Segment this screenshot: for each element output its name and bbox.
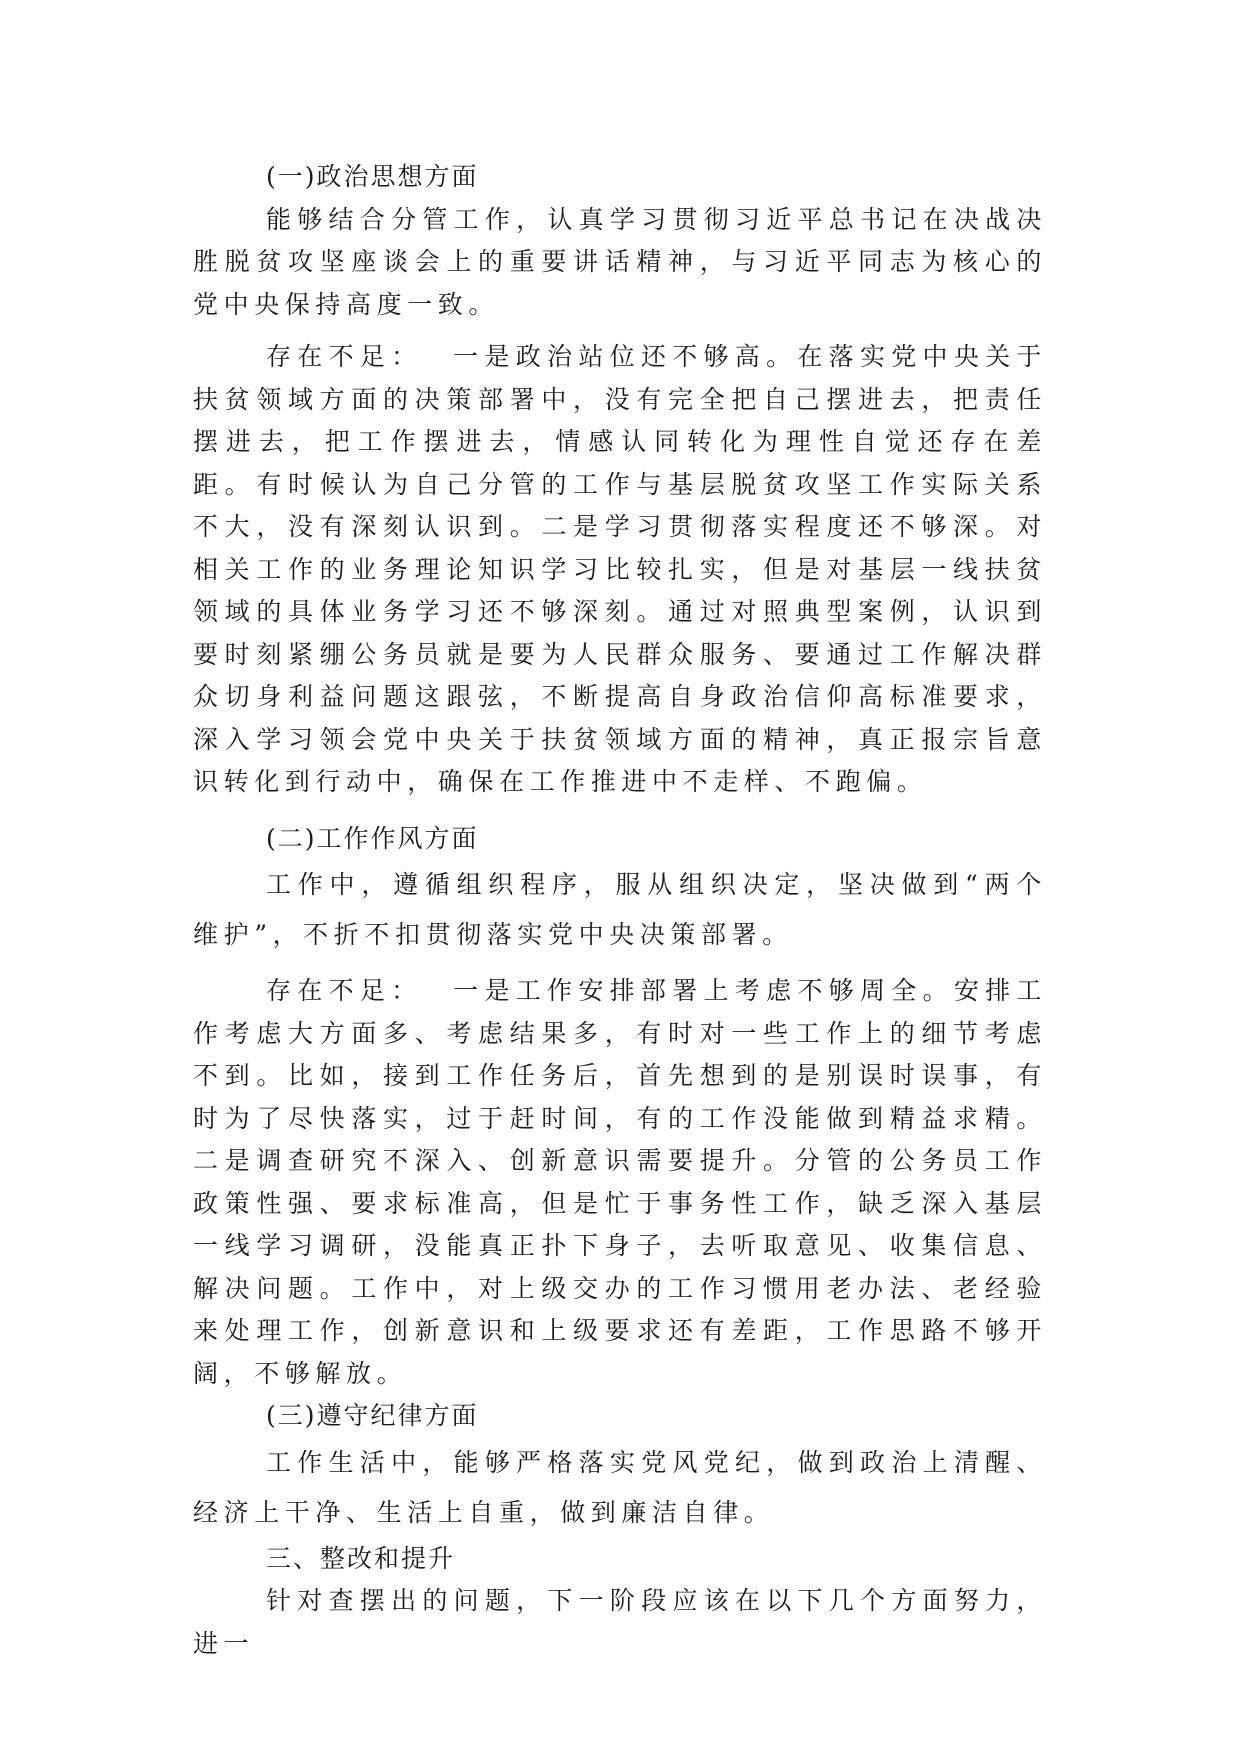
deficiency-text: 一是工作安排部署上考虑不够周全。安排工作考虑大方面多、考虑结果多，有时对一些工作上的细节考虑不到。比如，接到工作任务后，首先想到的是别误时误事，有时为了尽快落实，过于赶时间，有的工作没能做到精益求精。二是调查研究不深入、创新意识需要提升。分管的公务员工作政策性强、要求标准高，但是忙于事务性工作，缺乏深入基层一线学习调研，没能真正扑下身子，去听取意见、收集信息、解决问题。工作中，对上级交办的工作习惯用老办法、老经验来处理工作，创新意识和上级要求还有差距，工作思路不够开阔，不够解放。 [193, 976, 1047, 1388]
section-heading-political: (一)政治思想方面 [266, 162, 479, 191]
part-heading-rectification: 三、整改和提升 [266, 1543, 456, 1573]
paragraph-work-style-summary: 工作中，遵循组织程序，服从组织决定，坚决做到“两个维护”，不折不扣贯彻落实党中央决策部署。 [193, 870, 1047, 949]
paragraph-closing: 针对查摆出的问题，下一阶段应该在以下几个方面努力，进一 [193, 1586, 1047, 1658]
paragraph-work-style-deficiency [193, 970, 1047, 1395]
deficiency-text: 一是政治站位还不够高。在落实党中央关于扶贫领域方面的决策部署中，没有完全把自己摆进去，把责任摆进去，把工作摆进去，情感认同转化为理性自觉还存在差距。有时候认为自己分管的工作与基层脱贫攻坚工作实际关系不大，没有深刻认识到。二是学习贯彻落实程度还不够深。对相关工作的业务理论知识学习比较扎实，但是对基层一线扶贫领域的具体业务学习还不够深刻。通过对照典型案例，认识到要时刻紧绷公务员就是要为人民群众服务、要通过工作解决群众切身利益问题这跟弦，不断提高自身政治信仰高标准要求，深入学习领会党中央关于扶贫领域方面的精神，真正报宗旨意识转化到行动中，确保在工作推进中不走样、不跑偏。 [193, 342, 1047, 796]
section-heading-work-style: (二)工作作风方面 [266, 823, 479, 853]
paragraph-political-summary: 能够结合分管工作，认真学习贯彻习近平总书记在决战决胜脱贫攻坚座谈会上的重要讲话精神，与习近平同志为核心的党中央保持高度一致。 [193, 204, 1047, 319]
section-heading-discipline: (三)遵守纪律方面 [266, 1401, 479, 1430]
paragraph-political-deficiency [193, 336, 1047, 804]
paragraph-discipline-summary: 工作生活中，能够严格落实党风党纪，做到政治上清醒、经济上干净、生活上自重，做到廉洁自律。 [193, 1447, 1047, 1527]
document-body [193, 156, 1047, 1665]
deficiency-label: 存在不足： [266, 976, 423, 1005]
deficiency-label: 存在不足： [266, 342, 423, 371]
